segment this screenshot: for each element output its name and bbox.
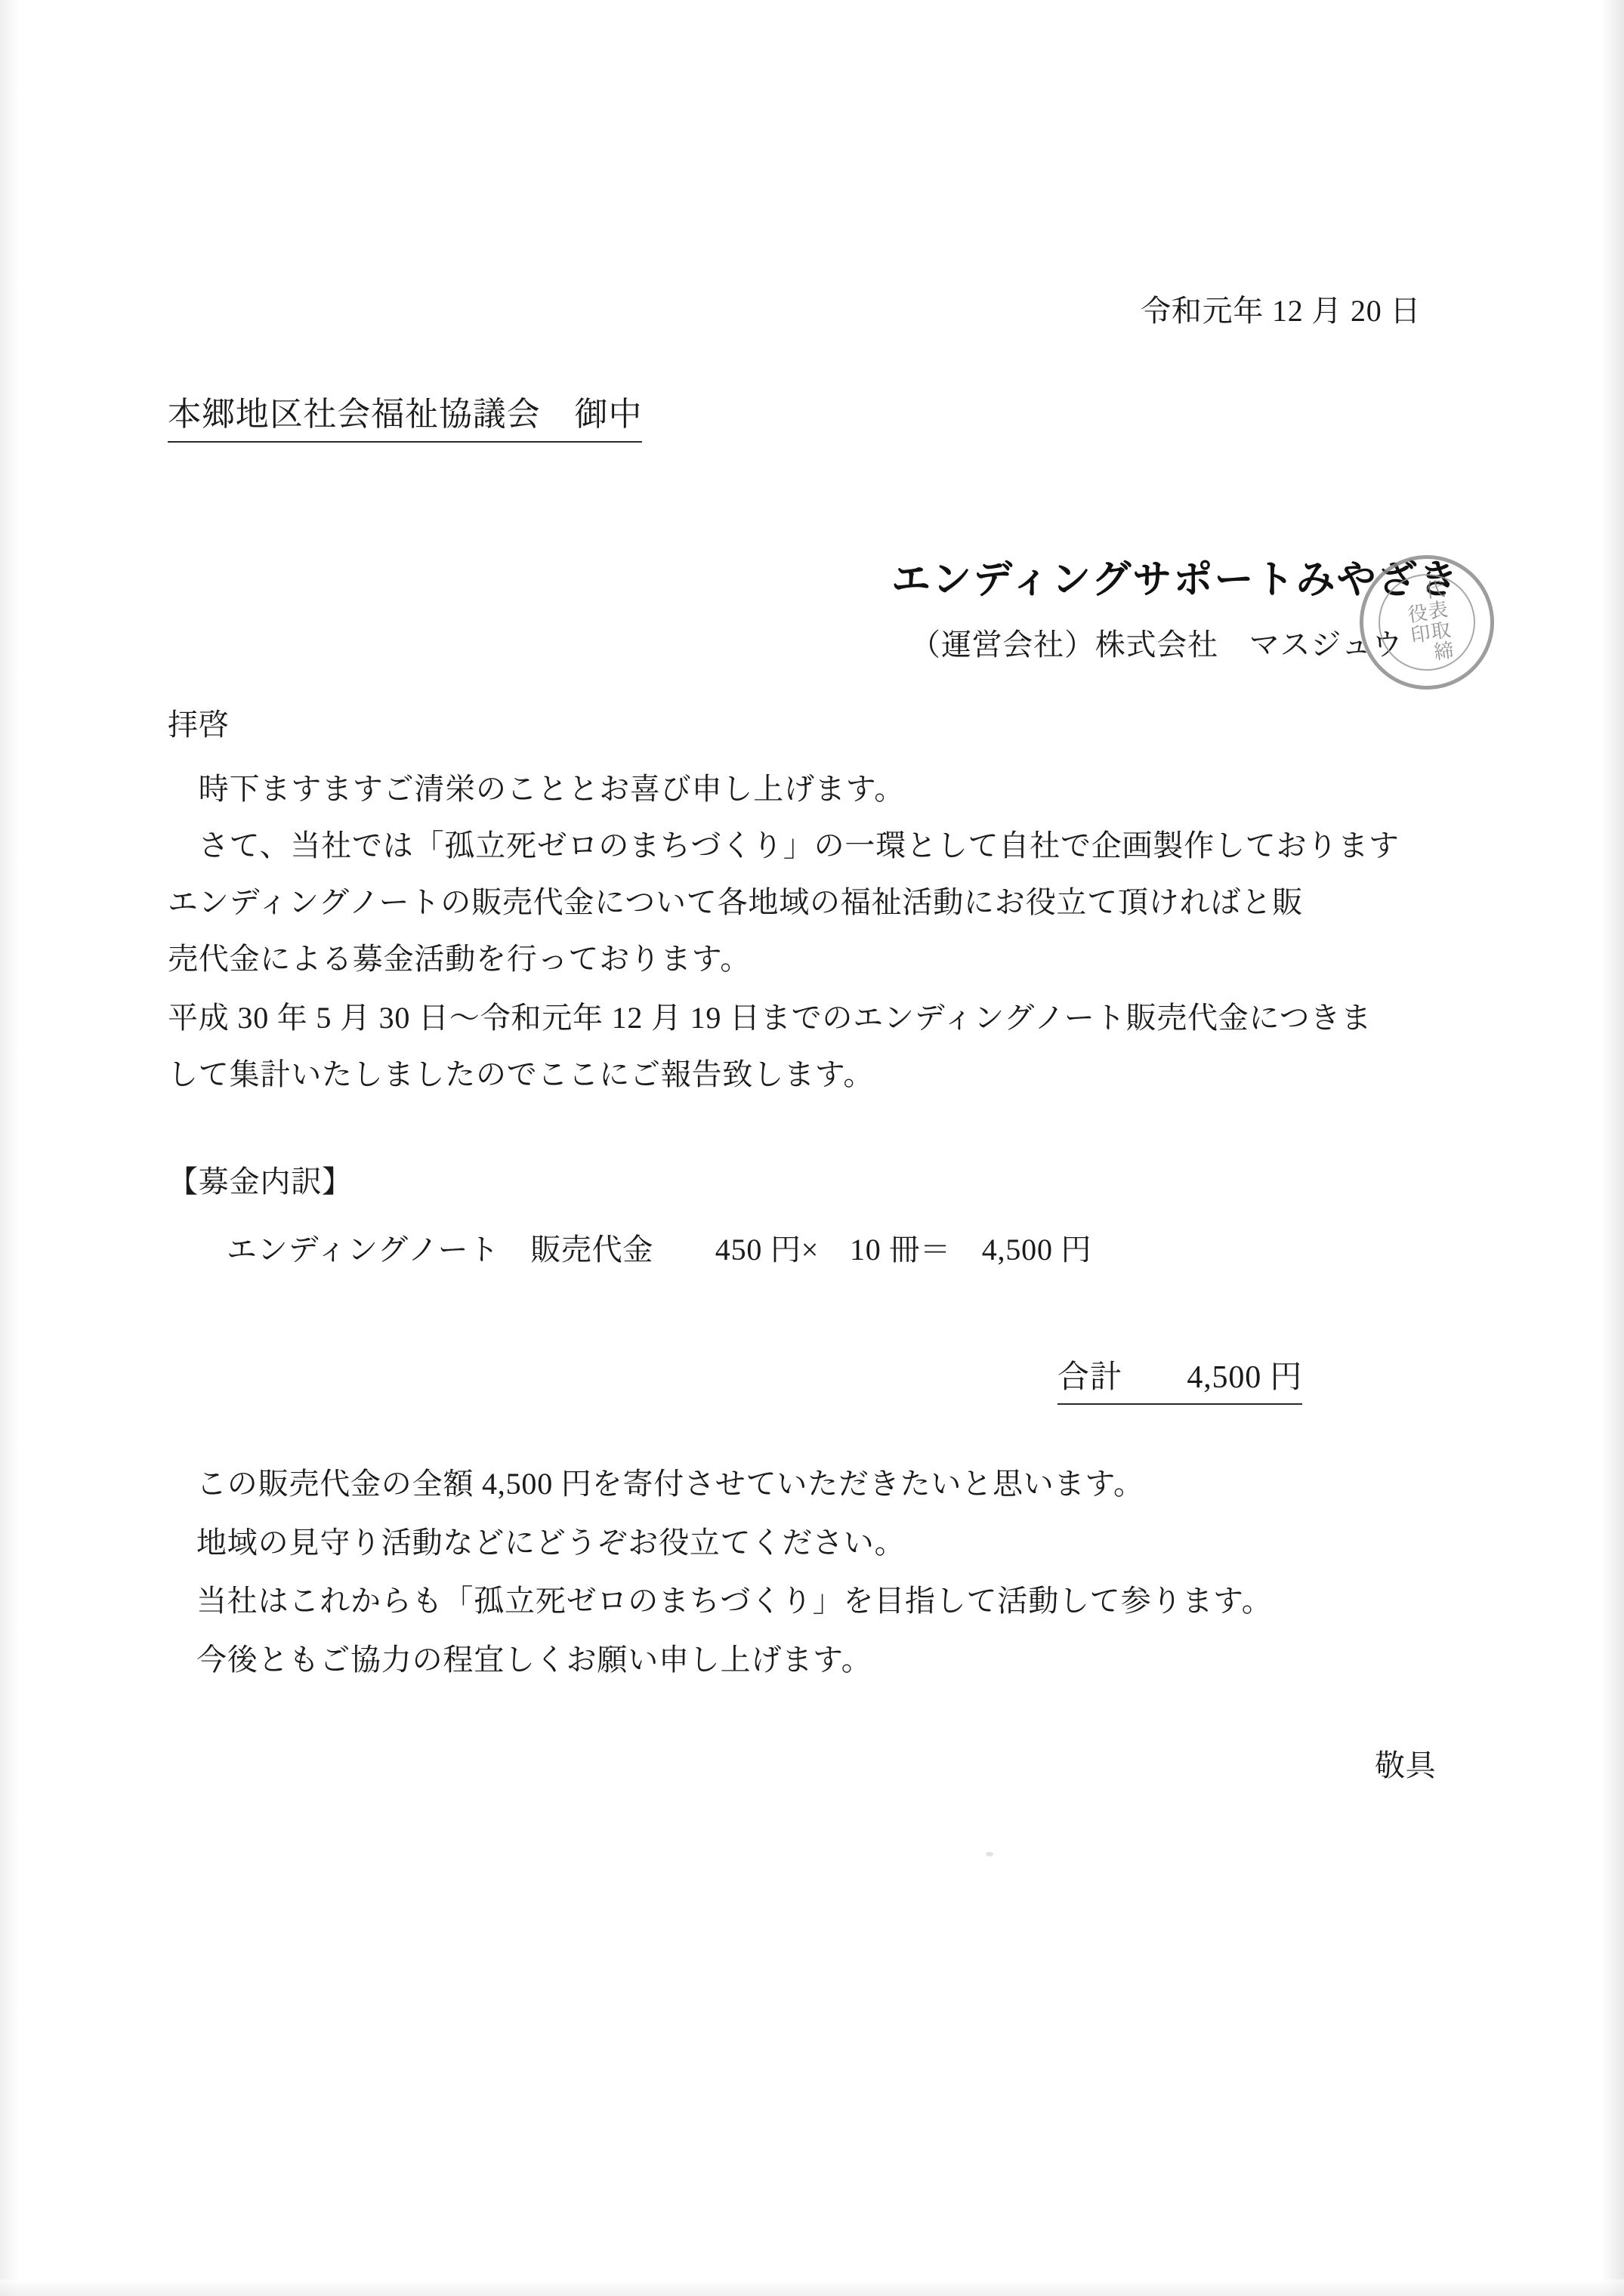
closing-line-4: 今後ともご協力の程宜しくお願い申し上げます。 [196, 1643, 872, 1677]
body-line-6: して集計いたしましたのでここにご報告致します。 [168, 1057, 875, 1091]
seal-inner-ring [1372, 568, 1482, 677]
complimentary-close: 敬具 [1375, 1748, 1437, 1782]
body-line-4: 売代金による募金活動を行っております。 [168, 942, 751, 976]
addressee: 本郷地区社会福祉協議会 御中 [168, 387, 642, 443]
breakdown-total: 合計 4,500 円 [1057, 1352, 1302, 1405]
breakdown-item: エンディングノート 販売代金 450 円× 10 冊＝ 4,500 円 [227, 1233, 1092, 1267]
breakdown-heading: 【募金内訳】 [168, 1165, 353, 1199]
body-line-1: 時下ますますご清栄のこととお喜び申し上げます。 [168, 772, 905, 806]
closing-line-2: 地域の見守り活動などにどうぞお役立てください。 [196, 1526, 906, 1560]
sender-company-subline: （運営会社）株式会社 マスジュウ [910, 628, 1403, 662]
closing-line-3: 当社はこれからも「孤立死ゼロのまちづくり」を目指して活動して参ります。 [196, 1584, 1273, 1618]
scan-speck [986, 1852, 993, 1856]
body-line-3: エンディングノートの販売代金について各地域の福祉活動にお役立て頂ければと販 [168, 885, 1303, 919]
seal-inner-text: 代表取締役印 [1403, 578, 1455, 664]
document-date: 令和元年 12 月 20 日 [1141, 294, 1422, 328]
closing-line-1: この販売代金の全額 4,500 円を寄付させていただきたいと思います。 [196, 1467, 1144, 1501]
body-line-2: さて、当社では「孤立死ゼロのまちづくり」の一環として自社で企画製作しております [168, 829, 1400, 863]
sender-company-name: エンディングサポートみやざき [891, 557, 1459, 603]
body-line-5: 平成 30 年 5 月 30 日～令和元年 12 月 19 日までのエンディングノート販売代金につきま [168, 1001, 1372, 1035]
salutation: 拝啓 [168, 708, 230, 742]
